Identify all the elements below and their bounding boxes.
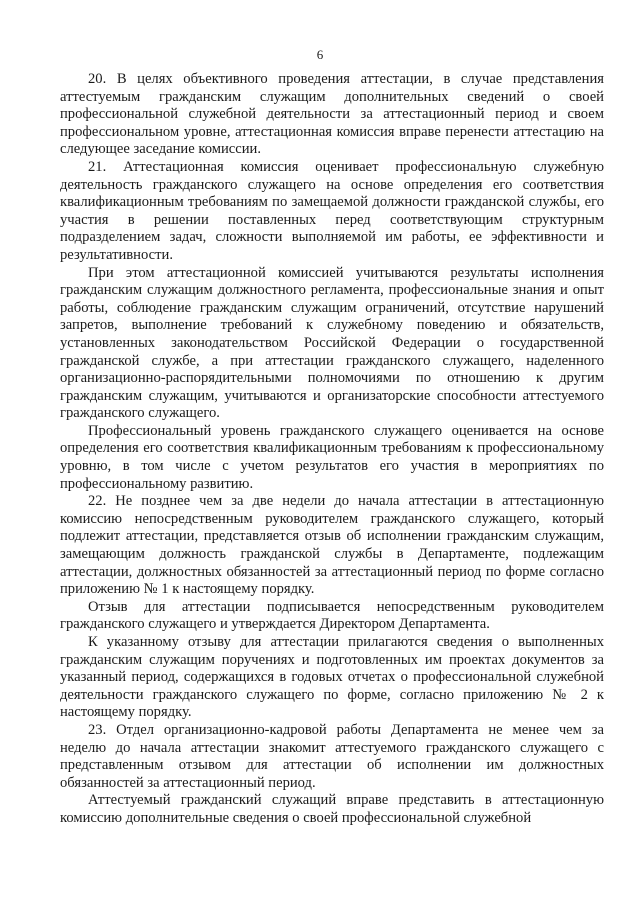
paragraph-21-factors: При этом аттестационной комиссией учитываются результаты исполнения гражданским служащим должностного регламента, профессиональные знания и опыт работы, соблюдение гражданским служащим ограничений, отсутствие нарушений запретов, выполнение требований к служебному поведению и обязательств, установленных законодательством Российской Федерации о государственной гражданской службе, а при аттестации гражданского служащего, наделенного организационно-распорядительными полномочиями по отношению к другим гражданским служащим, учитываются и организаторские способности аттестуемого гражданского служащего. (60, 264, 604, 422)
paragraph-23-additional-info: Аттестуемый гражданский служащий вправе представить в аттестационную комиссию дополнительные сведения о своей профессиональной служебной (60, 792, 604, 826)
paragraph-21: 21. Аттестационная комиссия оценивает профессиональную служебную деятельность гражданского служащего на основе определения его соответствия квалификационным требованиям по замещаемой должности гражданской службы, его участия в решении поставленных перед соответствующим структурным подразделением задач, сложности выполняемой им работы, ее эффективности и результативности. (60, 158, 604, 263)
paragraph-23: 23. Отдел организационно-кадровой работы Департамента не менее чем за неделю до начала аттестации знакомит аттестуемого гражданского служащего с представленным отзывом для аттестации об исполнении им должностных обязанностей за аттестационный период. (60, 721, 604, 791)
page-number: 6 (316, 47, 324, 62)
paragraph-22: 22. Не позднее чем за две недели до начала аттестации в аттестационную комиссию непосредственным руководителем гражданского служащего, который подлежит аттестации, представляется отзыв об исполнении гражданским служащим, замещающим должность гражданской службы в Департаменте, подлежащим аттестации, должностных обязанностей за аттестационный период по форме согласно приложению № 1 к настоящему порядку. (60, 493, 604, 598)
paragraph-21-professional-level: Профессиональный уровень гражданского служащего оценивается на основе определения его соответствия квалификационным требованиям к профессиональному уровню, в том числе с учетом результатов его участия в мероприятиях по профессиональному развитию. (60, 422, 604, 492)
paragraph-22-attachments: К указанному отзыву для аттестации прилагаются сведения о выполненных гражданским служащим поручениях и подготовленных им проектах документов за указанный период, содержащихся в годовых отчетах о профессиональной служебной деятельности гражданского служащего по форме, согласно приложению № 2 к настоящему порядку. (60, 634, 604, 721)
paragraph-22-signature: Отзыв для аттестации подписывается непосредственным руководителем гражданского служащего и утверждается Директором Департамента. (60, 598, 604, 633)
paragraph-20: 20. В целях объективного проведения аттестации, в случае представления аттестуемым гражданским служащим дополнительных сведений о своей профессиональной служебной деятельности за аттестационный период и своем профессиональном уровне, аттестационная комиссия вправе перенести аттестацию на следующее заседание комиссии. (60, 71, 604, 158)
document-body (60, 71, 604, 828)
